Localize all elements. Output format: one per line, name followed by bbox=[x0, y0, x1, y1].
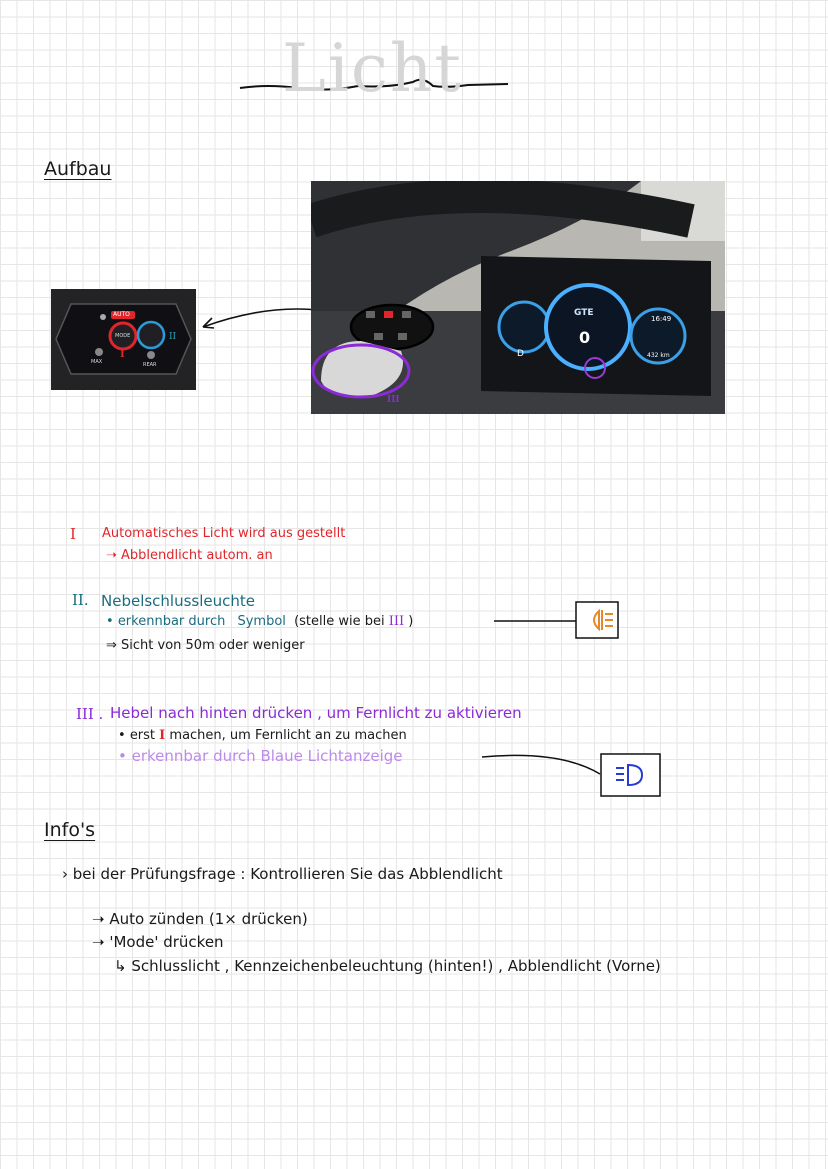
gear-readout: D bbox=[517, 349, 524, 359]
note-ii-sub-2-text: Sicht von 50m oder weniger bbox=[121, 638, 305, 653]
note-iii-sub-1c: machen, um Fernlicht an zu machen bbox=[169, 728, 407, 743]
max-label: MAX bbox=[91, 359, 103, 365]
range-readout: 432 km bbox=[647, 352, 670, 359]
mode-label: MODE bbox=[115, 333, 131, 339]
note-ii-sub-1b: Symbol bbox=[237, 614, 286, 629]
note-i-numeral: I bbox=[70, 525, 76, 543]
note-iii-sub-2-text: erkennbar durch Blaue Lichtanzeige bbox=[131, 747, 403, 765]
note-iii-sub-1b: I bbox=[159, 728, 166, 743]
arrow-icon: ➝ bbox=[106, 548, 122, 563]
note-iii-title: Hebel nach hinten drücken , um Fernlicht zu aktivieren bbox=[110, 704, 522, 722]
arrow-icon: ➝ bbox=[92, 933, 110, 951]
marker-iii: III bbox=[387, 395, 400, 405]
info-question bbox=[62, 865, 503, 883]
note-iii-sub-2 bbox=[118, 747, 402, 765]
cockpit-graphic bbox=[311, 181, 725, 414]
note-ii-sub-1 bbox=[106, 614, 413, 629]
note-ii-sub-1a: erkennbar durch bbox=[117, 614, 226, 629]
info-question-text: bei der Prüfungsfrage : Kontrollieren Sie das Abblendlicht bbox=[72, 865, 503, 883]
info-step-1 bbox=[92, 910, 308, 928]
chevron-right-icon: › bbox=[62, 865, 73, 883]
section-aufbau-heading: Aufbau bbox=[44, 158, 112, 180]
light-switch-photo bbox=[51, 289, 196, 390]
bullet-icon: • bbox=[106, 614, 118, 629]
bullet-icon: • bbox=[118, 747, 132, 765]
return-arrow-icon: ↳ bbox=[114, 957, 132, 975]
double-arrow-icon: ⇒ bbox=[106, 638, 122, 653]
note-ii-sub-1c: (stelle wie bei bbox=[294, 614, 385, 629]
cockpit-photo bbox=[311, 181, 725, 414]
note-iii-sub-1a: erst bbox=[129, 728, 156, 743]
note-ii-title: Nebelschlussleuchte bbox=[101, 592, 256, 610]
note-i-sub bbox=[106, 548, 273, 563]
auto-label: AUTO bbox=[113, 311, 130, 318]
note-i-sub-text: Abblendlicht autom. an bbox=[121, 548, 273, 563]
high-beam-icon bbox=[612, 762, 646, 790]
arrow-icon: ➝ bbox=[92, 910, 110, 928]
rear-label: REAR bbox=[143, 362, 157, 368]
note-iii-sub-1 bbox=[118, 728, 407, 743]
time-readout: 16:49 bbox=[651, 315, 672, 323]
marker-i: I bbox=[120, 349, 125, 360]
section-infos-heading: Info's bbox=[44, 819, 96, 841]
note-iii-numeral: III . bbox=[76, 705, 104, 723]
note-i-title: Automatisches Licht wird aus gestellt bbox=[102, 526, 346, 541]
info-step-2 bbox=[92, 933, 224, 951]
bullet-icon: • bbox=[118, 728, 130, 743]
rear-fog-light-icon bbox=[586, 606, 618, 634]
note-ii-sub-2 bbox=[106, 638, 305, 653]
note-ii-sub-1e: ) bbox=[408, 614, 414, 629]
info-step-3-text: Schlusslicht , Kennzeichenbeleuchtung (hinten!) , Abblendlicht (Vorne) bbox=[131, 957, 661, 975]
info-step-3 bbox=[114, 957, 661, 975]
marker-ii: II bbox=[169, 332, 177, 342]
speed-readout: 0 bbox=[579, 328, 591, 347]
info-step-2-text: 'Mode' drücken bbox=[109, 933, 224, 951]
note-ii-numeral: II. bbox=[72, 591, 89, 609]
note-ii-sub-1d: III bbox=[388, 614, 405, 629]
info-step-1-text: Auto zünden (1× drücken) bbox=[109, 910, 308, 928]
brand-readout: GTE bbox=[574, 308, 594, 318]
page-title: Licht bbox=[282, 30, 463, 107]
